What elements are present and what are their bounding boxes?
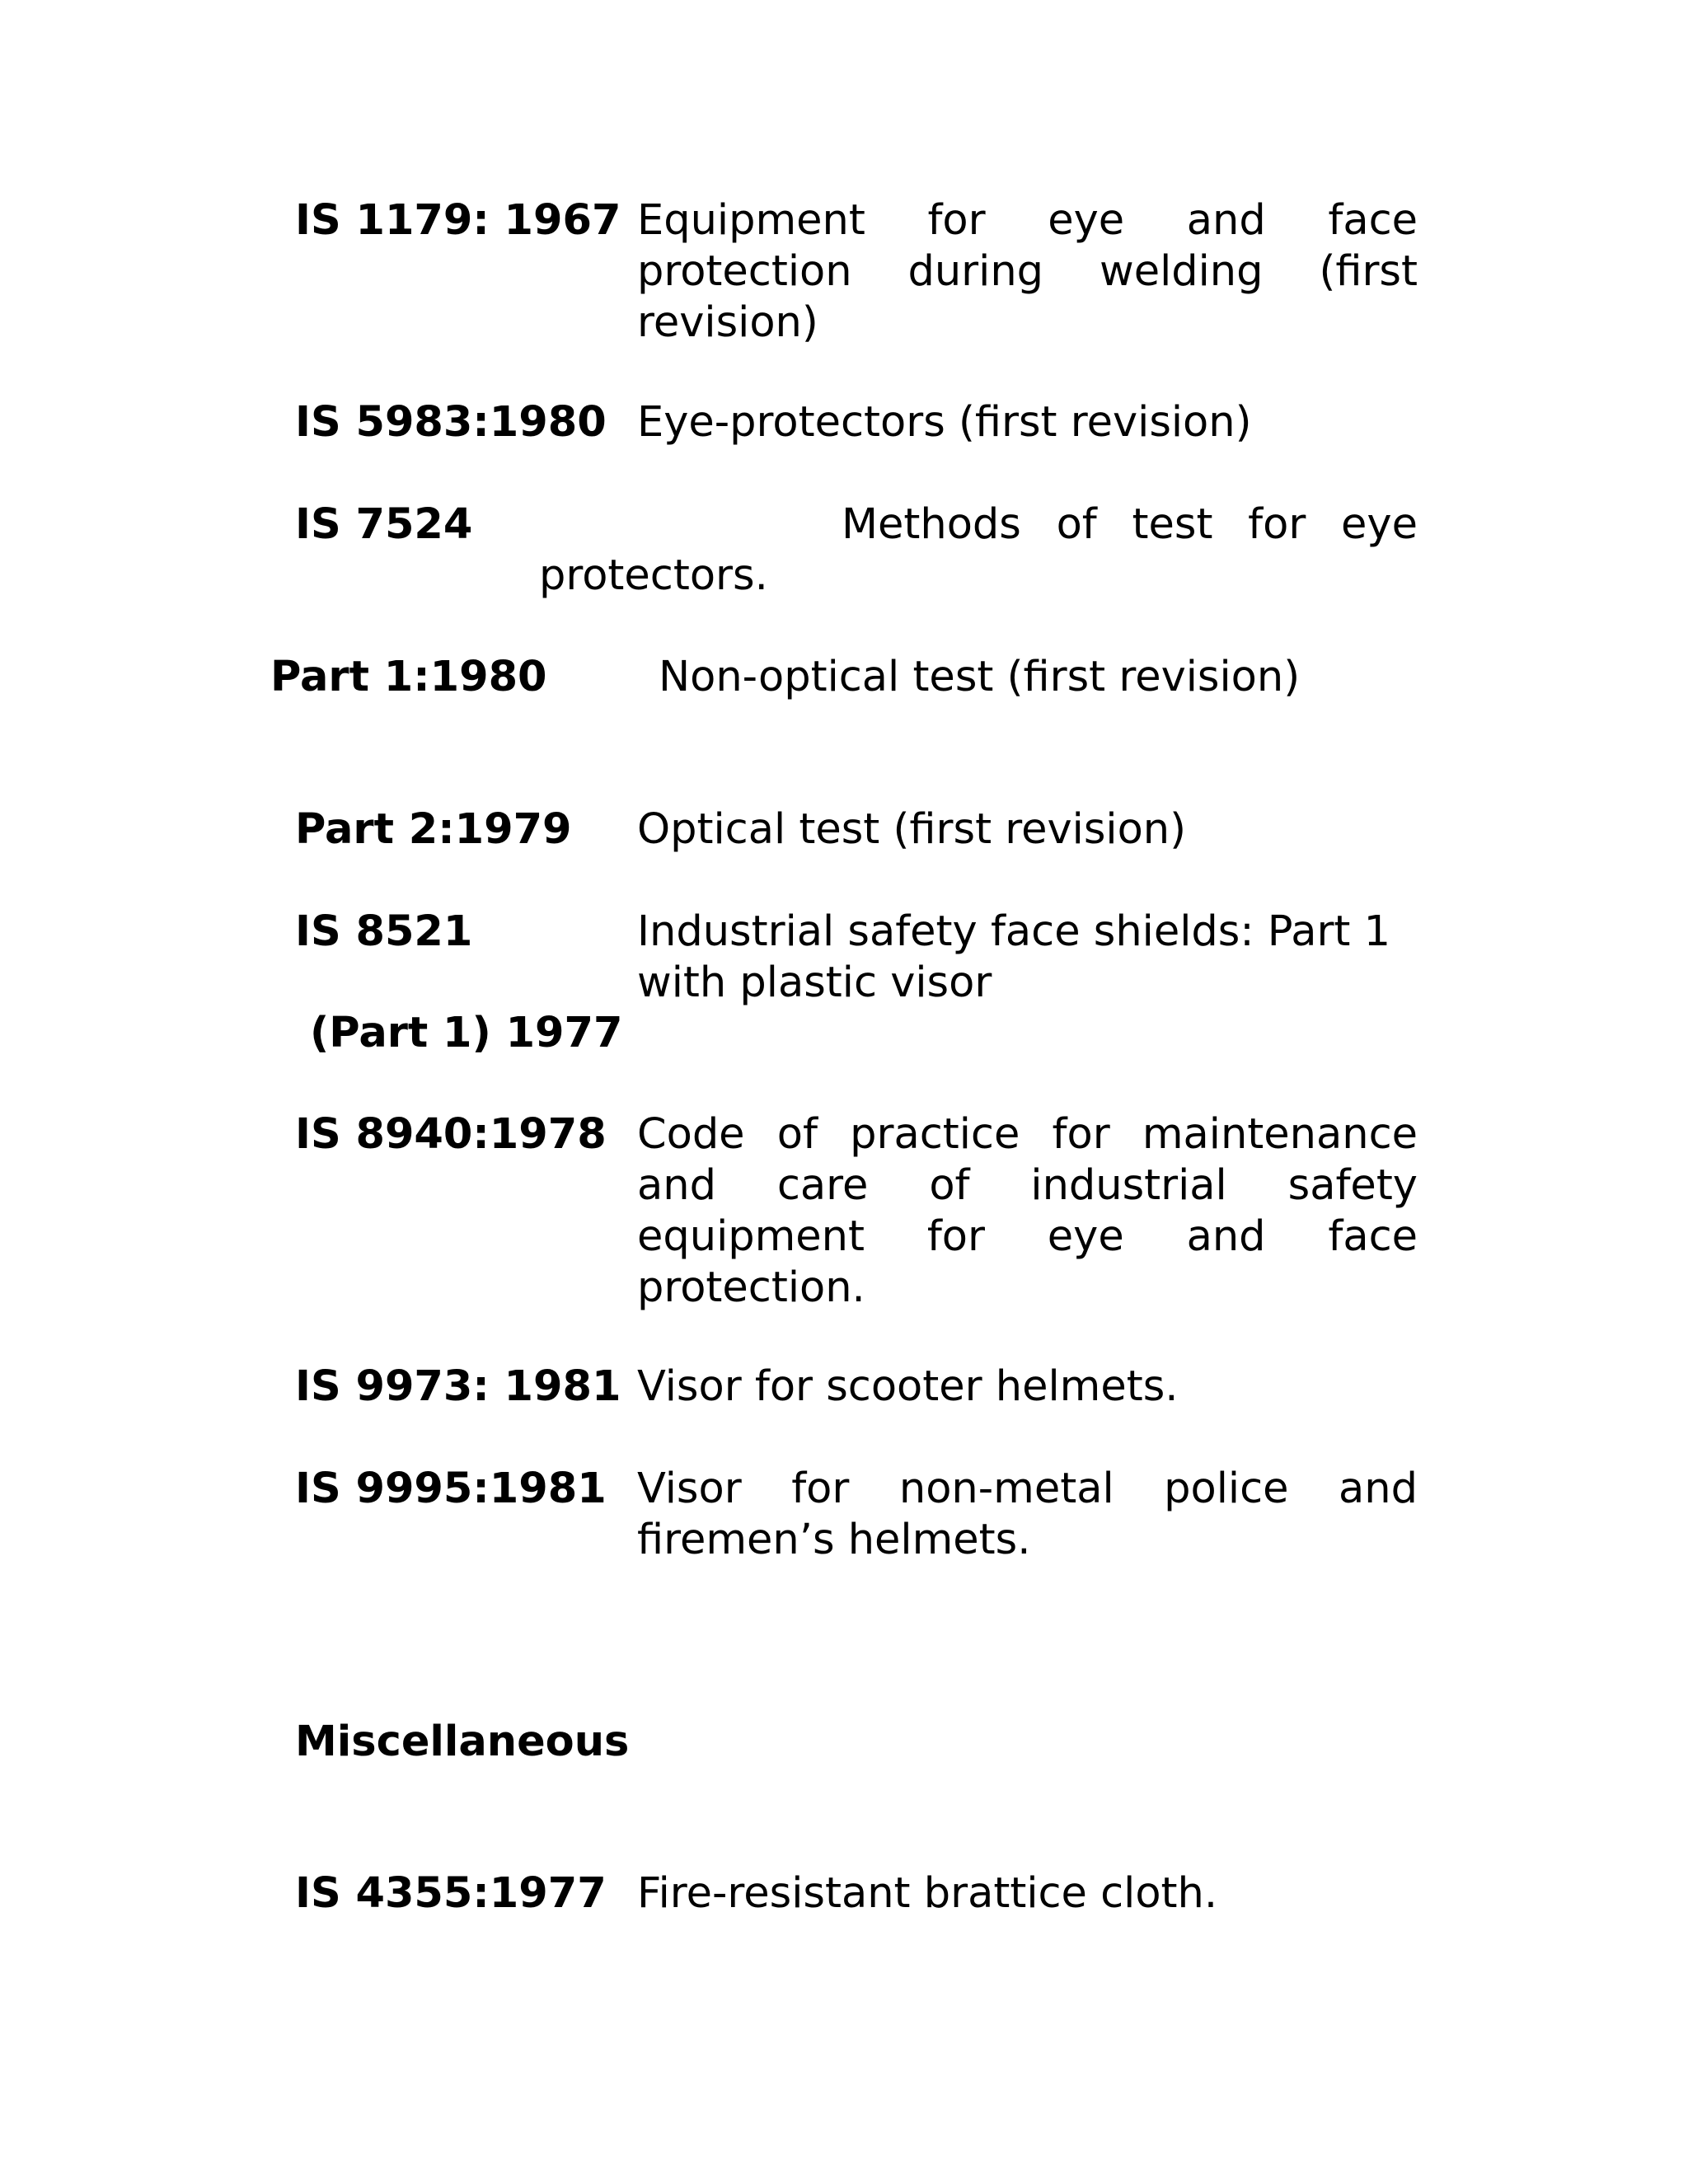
standard-description: Equipment for eye and face protection during welding (first revision): [637, 196, 1418, 347]
section-heading: Miscellaneous: [295, 1718, 630, 1766]
standard-code-part: (Part 1) 1977: [310, 1009, 623, 1057]
standard-code: IS 9995:1981: [295, 1465, 607, 1513]
standard-part-code: Part 1:1980: [270, 653, 547, 701]
standard-code: IS 8521: [295, 907, 473, 956]
standard-code: IS 8940:1978: [295, 1110, 607, 1159]
standard-code: IS 9973: 1981: [295, 1362, 621, 1411]
standard-description: Methods of test for eye: [842, 500, 1418, 549]
standard-part-code: Part 2:1979: [295, 805, 572, 854]
standard-code: IS 7524: [295, 500, 473, 549]
standard-description: Non-optical test (first revision): [659, 653, 1301, 701]
standard-description-continued: protectors.: [539, 551, 768, 600]
standard-description: Industrial safety face shields: Part 1 with plastic visor: [637, 907, 1391, 1007]
standard-code: IS 5983:1980: [295, 398, 607, 447]
standard-description: Visor for non-metal police and firemen’s helmets.: [637, 1465, 1418, 1564]
standard-description: Eye-protectors (first revision): [637, 398, 1252, 447]
standard-description: Code of practice for maintenance and care of industrial safety equipment for eye and face protection.: [637, 1110, 1418, 1312]
standard-description: Fire-resistant brattice cloth.: [637, 1869, 1218, 1918]
standard-description: Optical test (first revision): [637, 805, 1187, 854]
standard-code: IS 1179: 1967: [295, 196, 621, 245]
standard-code: IS 4355:1977: [295, 1869, 607, 1918]
standard-description: Visor for scooter helmets.: [637, 1362, 1179, 1411]
